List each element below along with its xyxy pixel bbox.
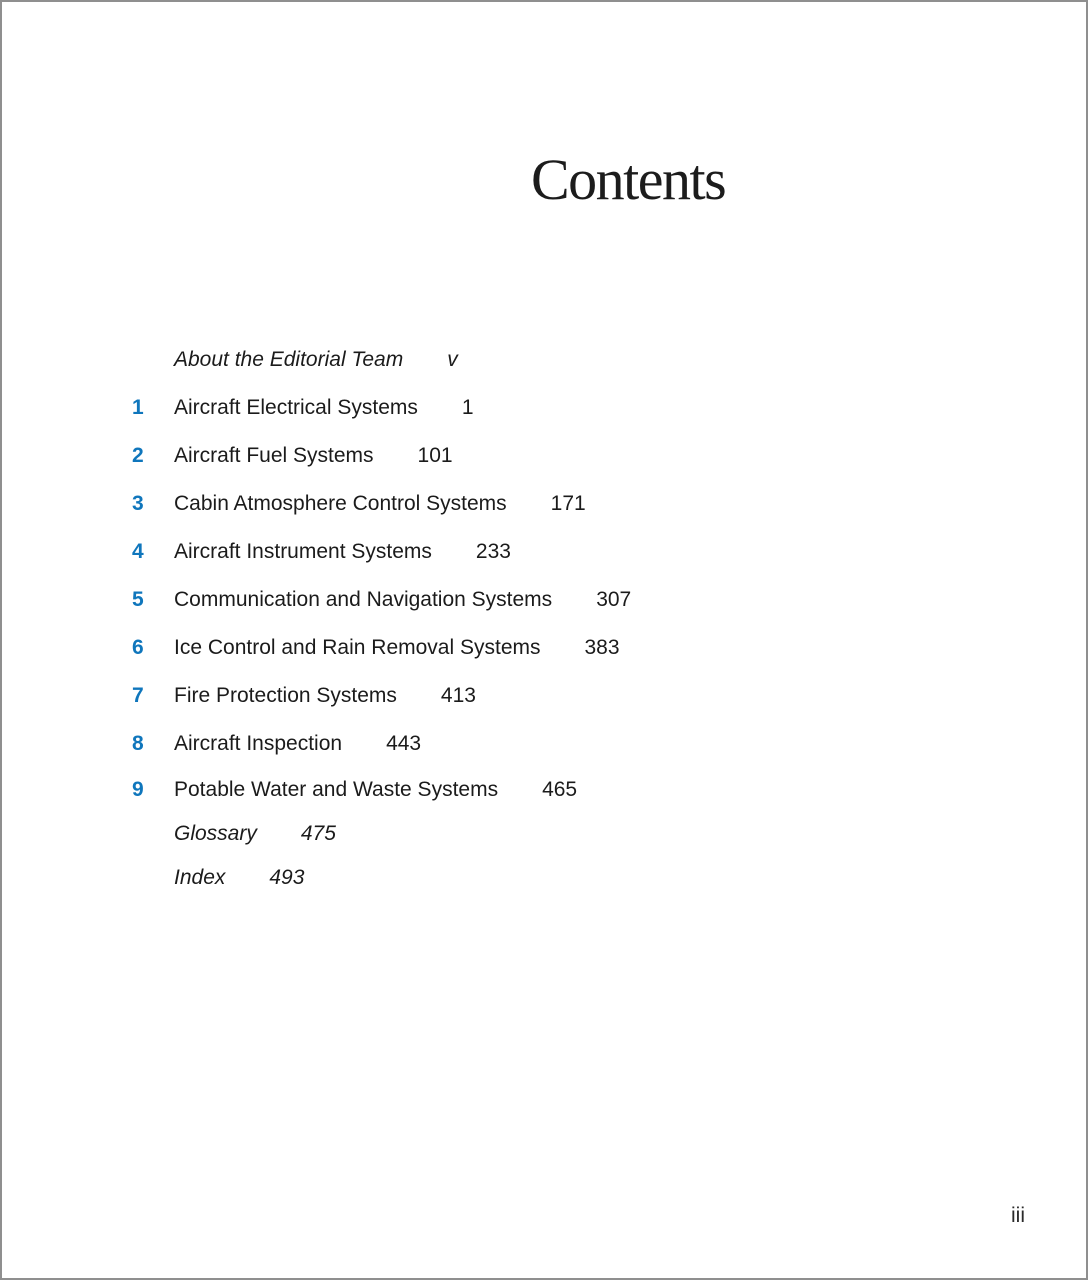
- chapter-number: 6: [132, 636, 144, 659]
- chapter-title: Glossary: [174, 822, 257, 845]
- chapter-number: 1: [132, 396, 144, 419]
- toc-entry: [132, 720, 952, 768]
- toc-entry: [132, 336, 952, 384]
- chapter-number: 4: [132, 540, 144, 563]
- chapter-page-number: 465: [542, 778, 578, 801]
- chapter-page-number: 233: [475, 540, 511, 563]
- chapter-page-number: v: [447, 348, 458, 371]
- table-of-contents: [132, 336, 952, 900]
- chapter-title: Aircraft Inspection: [174, 732, 343, 755]
- page-title: Contents: [531, 147, 726, 212]
- toc-entry: [132, 856, 952, 900]
- chapter-number: 5: [132, 588, 144, 611]
- toc-entry: [132, 624, 952, 672]
- chapter-page-number: 307: [596, 588, 632, 611]
- chapter-number: 7: [132, 684, 144, 707]
- chapter-number: 3: [132, 492, 144, 515]
- chapter-page-number: 475: [300, 822, 336, 845]
- chapter-title: Aircraft Fuel Systems: [174, 444, 374, 467]
- chapter-number: 8: [132, 732, 144, 755]
- chapter-title: Potable Water and Waste Systems: [174, 778, 499, 801]
- toc-entry: [132, 672, 952, 720]
- chapter-page-number: 1: [461, 396, 474, 419]
- toc-entry: [132, 768, 952, 812]
- toc-entry: [132, 812, 952, 856]
- chapter-page-number: 383: [584, 636, 620, 659]
- chapter-page-number: 171: [550, 492, 586, 515]
- toc-entry: [132, 432, 952, 480]
- chapter-page-number: 493: [269, 866, 305, 889]
- toc-entry: [132, 576, 952, 624]
- toc-entry: [132, 480, 952, 528]
- chapter-number: 9: [132, 778, 144, 801]
- folio-page-number: iii: [1011, 1204, 1025, 1227]
- chapter-number: 2: [132, 444, 144, 467]
- chapter-page-number: 413: [440, 684, 476, 707]
- chapter-title: Communication and Navigation Systems: [174, 588, 553, 611]
- chapter-page-number: 443: [386, 732, 422, 755]
- chapter-title: Ice Control and Rain Removal Systems: [174, 636, 541, 659]
- toc-entry: [132, 384, 952, 432]
- chapter-title: Aircraft Instrument Systems: [174, 540, 432, 563]
- chapter-page-number: 101: [417, 444, 453, 467]
- chapter-title: About the Editorial Team: [174, 348, 404, 371]
- chapter-title: Aircraft Electrical Systems: [174, 396, 418, 419]
- chapter-title: Cabin Atmosphere Control Systems: [174, 492, 507, 515]
- toc-entry: [132, 528, 952, 576]
- chapter-title: Index: [174, 866, 226, 889]
- chapter-title: Fire Protection Systems: [174, 684, 397, 707]
